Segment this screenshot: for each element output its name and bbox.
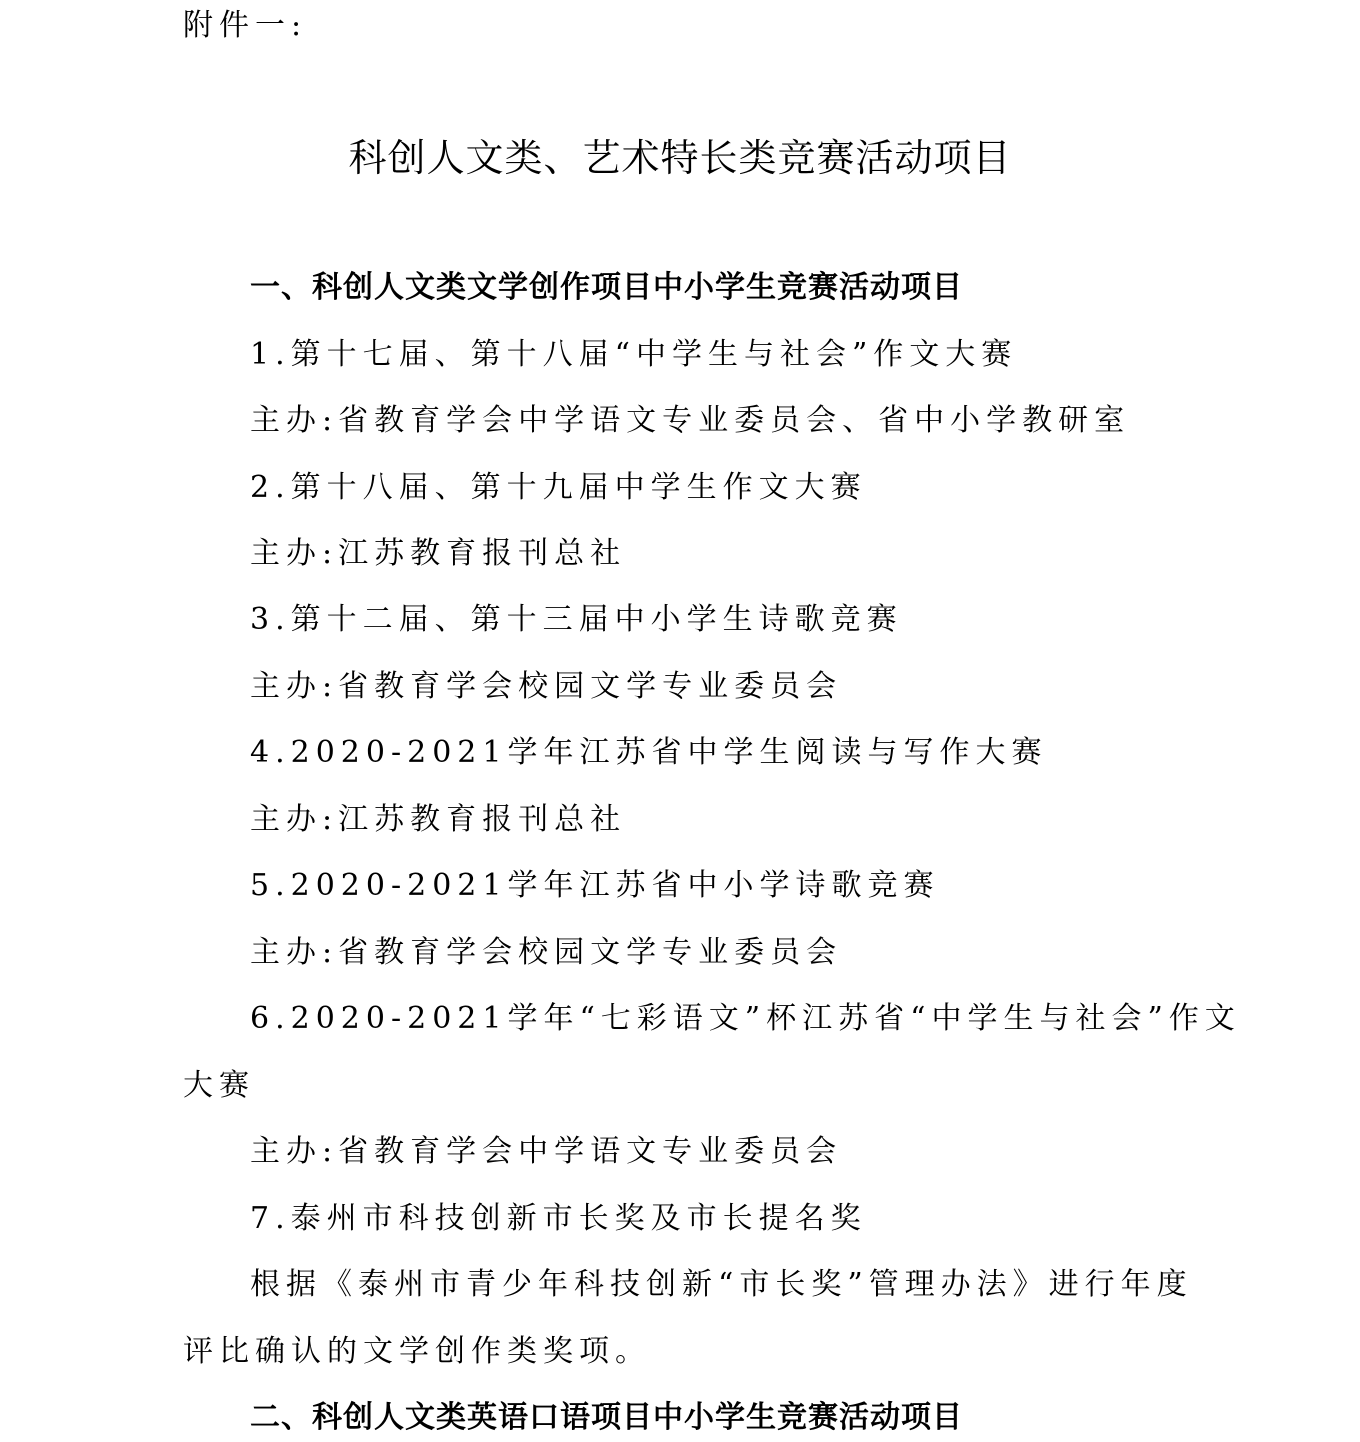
item-6-name-line1: 6.2020-2021学年“七彩语文”杯江苏省“中学生与社会”作文	[250, 1001, 1241, 1036]
item-7-description-line2: 评比确认的文学创作类奖项。	[183, 1334, 651, 1369]
item-3-name: 3.第十二届、第十三届中小学生诗歌竞赛	[250, 602, 903, 637]
section-heading-2: 二、科创人文类英语口语项目中小学生竞赛活动项目	[250, 1400, 963, 1435]
section-heading-1: 一、科创人文类文学创作项目中小学生竞赛活动项目	[250, 270, 963, 305]
item-5-name: 5.2020-2021学年江苏省中小学诗歌竞赛	[250, 868, 940, 903]
item-3-organizer: 主办:省教育学会校园文学专业委员会	[250, 669, 843, 704]
item-5-organizer: 主办:省教育学会校园文学专业委员会	[250, 935, 843, 970]
item-6-name-line2: 大赛	[183, 1068, 255, 1103]
item-2-name: 2.第十八届、第十九届中学生作文大赛	[250, 470, 867, 505]
item-4-organizer: 主办:江苏教育报刊总社	[250, 802, 627, 837]
item-7-name: 7.泰州市科技创新市长奖及市长提名奖	[250, 1201, 867, 1236]
item-2-organizer: 主办:江苏教育报刊总社	[250, 536, 627, 571]
item-7-description-line1: 根据《泰州市青少年科技创新“市长奖”管理办法》进行年度	[250, 1267, 1193, 1302]
attachment-label: 附件一:	[183, 8, 308, 43]
document-title: 科创人文类、艺术特长类竞赛活动项目	[348, 136, 1012, 180]
item-6-organizer: 主办:省教育学会中学语文专业委员会	[250, 1134, 843, 1169]
item-1-organizer: 主办:省教育学会中学语文专业委员会、省中小学教研室	[250, 403, 1131, 438]
item-1-name: 1.第十七届、第十八届“中学生与社会”作文大赛	[250, 337, 1018, 372]
item-4-name: 4.2020-2021学年江苏省中学生阅读与写作大赛	[250, 735, 1048, 770]
